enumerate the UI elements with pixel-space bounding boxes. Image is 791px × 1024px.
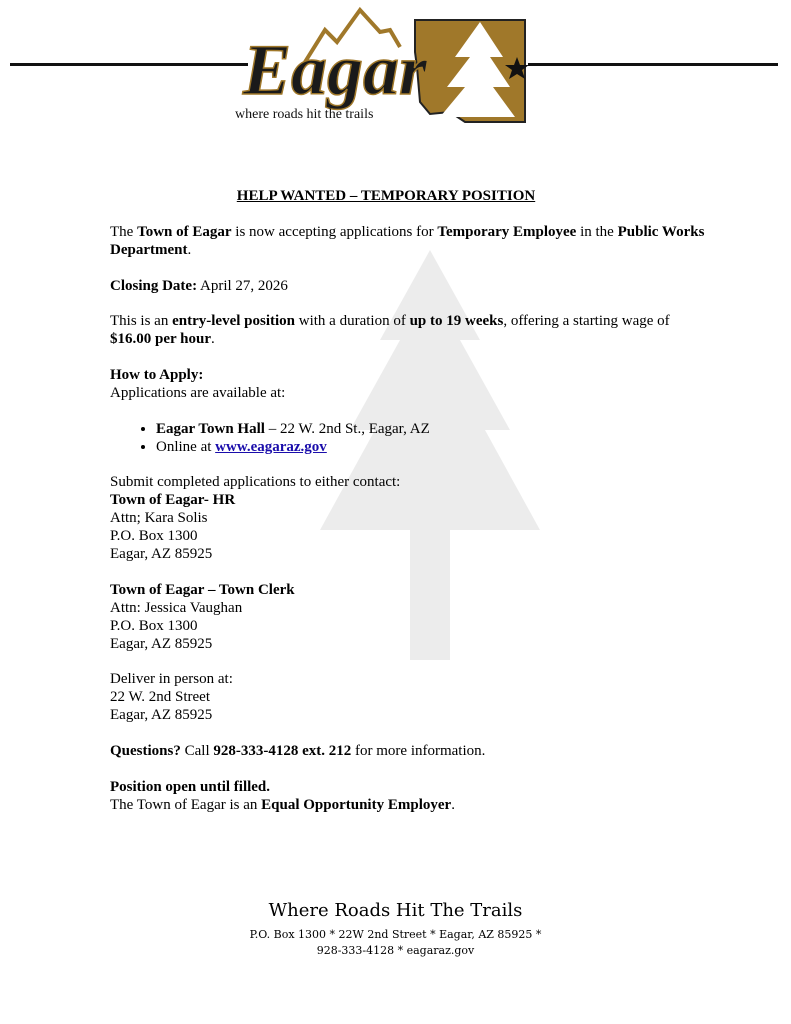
header-rule-left xyxy=(10,63,248,66)
submit-contacts: Submit completed applications to either contact: Town of Eagar- HR Attn; Kara Solis P.O. Box 1300 Eagar, AZ 85925 xyxy=(110,474,401,563)
apply-locations-list xyxy=(110,421,710,457)
closing-date: Closing Date: April 27, 2026 xyxy=(110,277,288,294)
footer-tagline: Where Roads Hit The Trails xyxy=(268,900,523,921)
header-rule-right xyxy=(528,63,778,66)
page-title: HELP WANTED – TEMPORARY POSITION xyxy=(236,188,536,204)
list-item: • Online at www.eagaraz.gov xyxy=(156,439,710,457)
website-link[interactable]: www.eagaraz.gov xyxy=(215,438,327,455)
footer-contact: 928-333-4128 * eagaraz.gov xyxy=(316,944,475,957)
footer xyxy=(0,900,791,959)
logo-tagline: where roads hit the trails xyxy=(235,107,374,122)
how-to-apply: How to Apply: Applications are available at: xyxy=(110,367,286,401)
position-open: Position open until filled. The Town of Eagar is an Equal Opportunity Employer. xyxy=(110,778,455,813)
position-paragraph: This is an entry-level position with a duration of up to 19 weeks, offering a starting wage of $16.00 per hour. xyxy=(110,313,670,348)
questions: Questions? Call 928-333-4128 ext. 212 for more information. xyxy=(110,742,486,759)
document-body xyxy=(110,188,710,832)
list-item: • Eagar Town Hall – 22 W. 2nd St., Eagar, AZ xyxy=(156,421,710,439)
contact-clerk: Town of Eagar – Town Clerk Attn: Jessica Vaughan P.O. Box 1300 Eagar, AZ 85925 xyxy=(110,581,295,652)
intro-paragraph: The Town of Eagar is now accepting applications for Temporary Employee in the Public Works Department. xyxy=(110,223,705,258)
footer-address: P.O. Box 1300 * 22W 2nd Street * Eagar, AZ 85925 * xyxy=(249,928,542,941)
deliver-in-person: Deliver in person at: 22 W. 2nd Street Eagar, AZ 85925 xyxy=(110,671,233,724)
logo-wordmark: Eagar xyxy=(243,30,428,110)
eagar-logo xyxy=(225,2,535,142)
